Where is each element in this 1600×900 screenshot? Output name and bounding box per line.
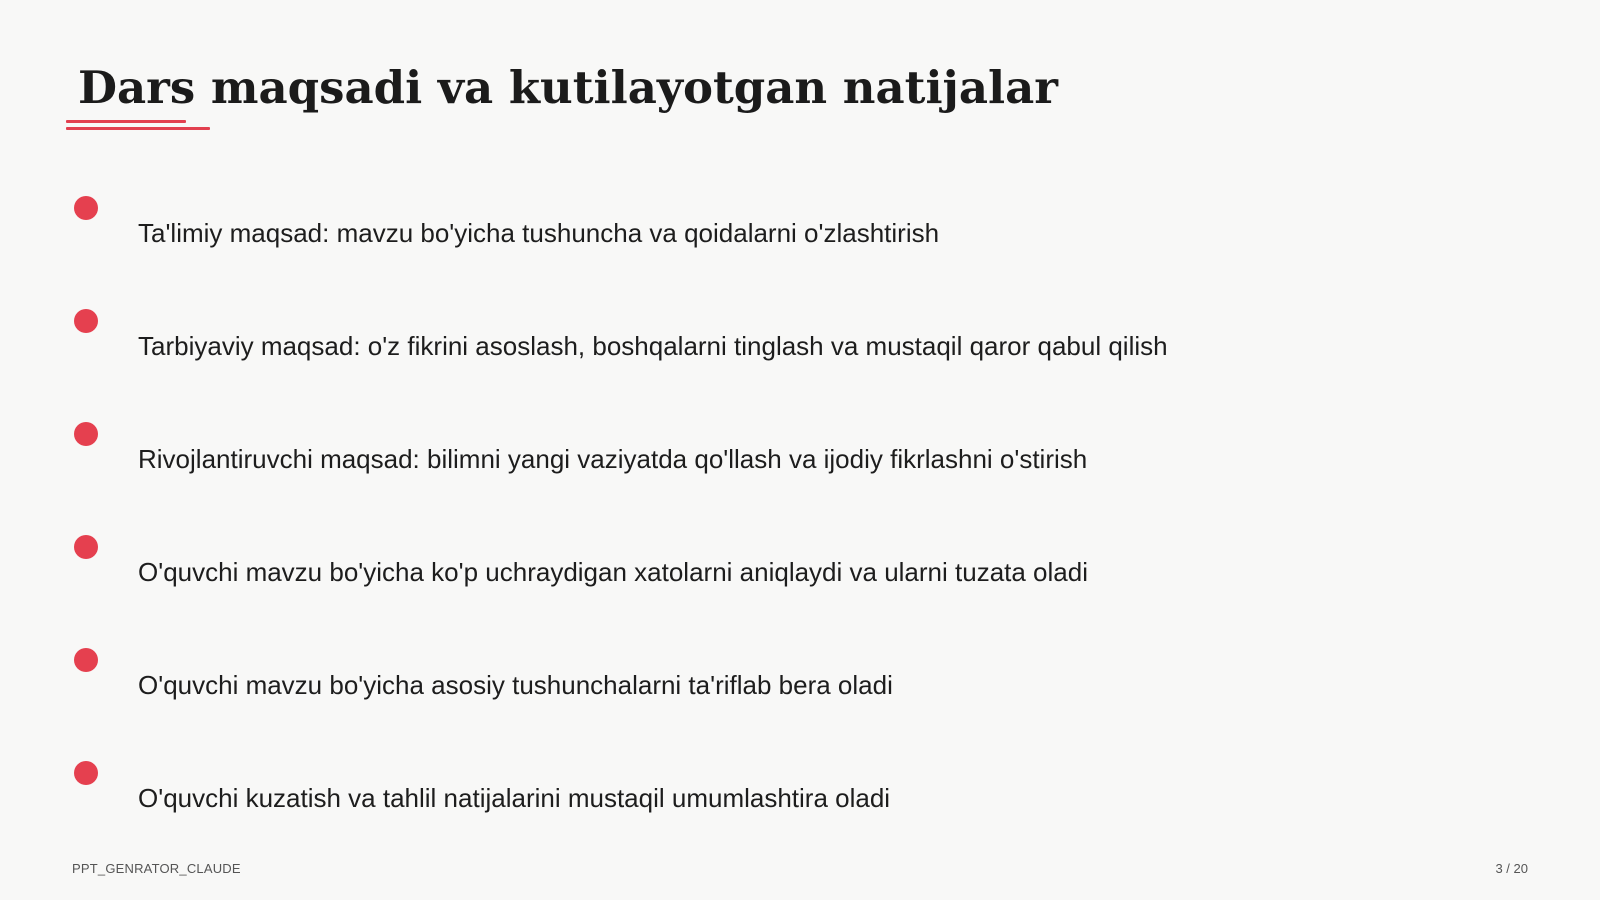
bullet-text: O'quvchi mavzu bo'yicha asosiy tushunchalarni ta'riflab bera oladi <box>138 670 893 700</box>
list-item <box>0 196 1600 276</box>
bullet-dot-icon <box>74 422 98 446</box>
list-item <box>0 309 1600 389</box>
list-item <box>0 535 1600 615</box>
page-indicator: 3 / 20 <box>1495 861 1528 876</box>
bullet-dot-icon <box>74 648 98 672</box>
title-underline-line-top <box>66 120 186 123</box>
bullet-dot-icon <box>74 761 98 785</box>
title-underline-line-bottom <box>66 127 210 130</box>
bullet-text: O'quvchi kuzatish va tahlil natijalarini mustaqil umumlashtira oladi <box>138 783 891 813</box>
bullet-text: O'quvchi mavzu bo'yicha ko'p uchraydigan xatolarni aniqlaydi va ularni tuzata oladi <box>138 557 1088 587</box>
bullet-dot-icon <box>74 535 98 559</box>
bullet-dot-icon <box>74 196 98 220</box>
bullet-dot-icon <box>74 309 98 333</box>
slide-title: Dars maqsadi va kutilayotgan natijalar <box>78 61 1058 114</box>
list-item <box>0 422 1600 502</box>
title-underline <box>66 120 210 134</box>
list-item <box>0 761 1600 841</box>
list-item <box>0 648 1600 728</box>
bullet-text: Rivojlantiruvchi maqsad: bilimni yangi vaziyatda qo'llash va ijodiy fikrlashni o'stirish <box>138 444 1088 474</box>
footer-brand: PPT_GENRATOR_CLAUDE <box>72 861 241 876</box>
bullet-text: Tarbiyaviy maqsad: o'z fikrini asoslash, boshqalarni tinglash va mustaqil qaror qabul qilish <box>138 331 1168 361</box>
bullet-text: Ta'limiy maqsad: mavzu bo'yicha tushuncha va qoidalarni o'zlashtirish <box>138 218 940 248</box>
